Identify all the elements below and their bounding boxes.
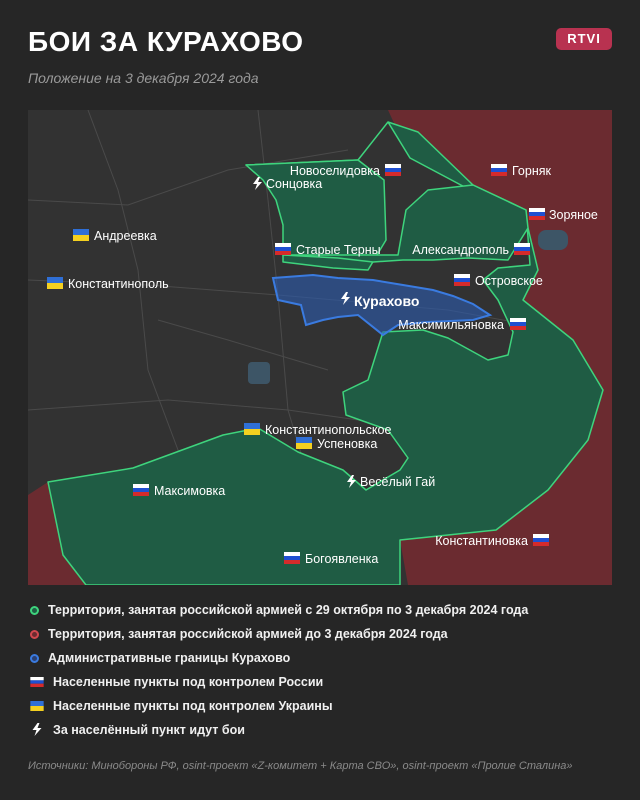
green-dot-icon xyxy=(30,606,39,615)
svg-text:Максимильяновка: Максимильяновка xyxy=(398,318,504,332)
svg-text:Константинопольское: Константинопольское xyxy=(265,423,392,437)
legend-item-new-territory: Территория, занятая российской армией с 29 октября по 3 декабря 2024 года xyxy=(30,600,528,620)
place-zoryanoe xyxy=(529,208,598,222)
svg-text:Сонцовка: Сонцовка xyxy=(266,177,323,191)
place-maksimovka xyxy=(133,484,225,498)
svg-text:Весёлый Гай: Весёлый Гай xyxy=(360,475,436,489)
svg-text:Островское: Островское xyxy=(475,274,543,288)
red-dot-icon xyxy=(30,630,39,639)
map xyxy=(28,110,612,585)
russia-flag-icon xyxy=(30,677,44,687)
svg-text:Константиновка: Константиновка xyxy=(435,534,528,548)
place-andreevka xyxy=(73,229,157,243)
svg-text:Максимовка: Максимовка xyxy=(154,484,226,498)
reservoir xyxy=(248,362,270,384)
svg-text:Андреевка: Андреевка xyxy=(94,229,157,243)
place-konstantinopolskoe xyxy=(244,423,391,437)
place-bogoyavlenka xyxy=(284,552,378,566)
svg-text:Старые Терны: Старые Терны xyxy=(296,243,381,257)
svg-text:Новоселидовка: Новоселидовка xyxy=(289,164,380,178)
place-ostrovskoe xyxy=(454,274,543,288)
svg-text:Богоявленка: Богоявленка xyxy=(305,552,379,566)
place-uspenovka xyxy=(296,437,377,451)
page-title: БОИ ЗА КУРАХОВО xyxy=(28,26,304,57)
legend-item-admin-border: Административные границы Курахово xyxy=(30,648,290,668)
legend-item-ukraine: Населенные пункты под контролем Украины xyxy=(30,696,333,716)
legend-item-fighting: За населённый пункт идут бои xyxy=(30,720,245,740)
ukraine-flag-icon xyxy=(30,701,44,711)
place-vesely-gai xyxy=(347,475,435,489)
rtvi-logo: RTVI xyxy=(556,28,612,50)
place-starye-terny xyxy=(275,243,381,257)
svg-text:Успеновка: Успеновка xyxy=(317,437,378,451)
legend-item-old-territory: Территория, занятая российской армией до 3 декабря 2024 года xyxy=(30,624,448,644)
lightning-icon xyxy=(30,723,44,737)
page-subtitle: Положение на 3 декабря 2024 года xyxy=(28,70,259,86)
svg-text:Константинополь: Константинополь xyxy=(68,277,169,291)
svg-text:Горняк: Горняк xyxy=(512,164,551,178)
place-gornyak xyxy=(491,164,552,178)
svg-text:Курахово: Курахово xyxy=(354,293,420,309)
source-note: Источники: Минобороны РФ, osint-проект «Z-комитет + Карта СВО», osint-проект «Пролие Сталина» xyxy=(28,760,573,772)
svg-text:Зоряное: Зоряное xyxy=(549,208,598,222)
blue-dot-icon xyxy=(30,654,39,663)
svg-text:Александрополь: Александрополь xyxy=(412,243,509,257)
lake xyxy=(538,230,568,250)
legend-item-russia: Населенные пункты под контролем России xyxy=(30,672,323,692)
